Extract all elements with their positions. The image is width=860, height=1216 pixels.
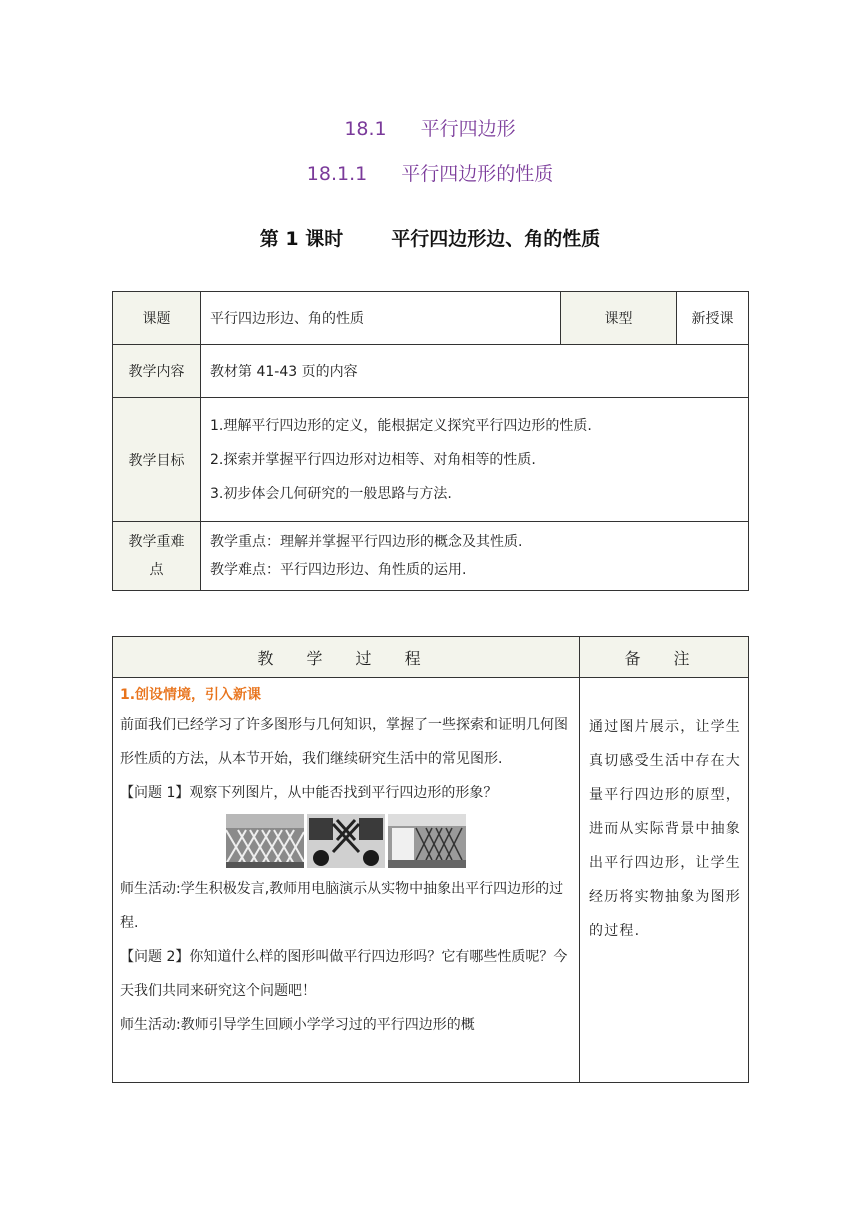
lesson-info-table <box>112 291 749 591</box>
truck-lift-photo <box>307 814 385 868</box>
section-title: 平行四边形 <box>420 118 516 140</box>
goal-item: 2.探索并掌握平行四边形对边相等、对角相等的性质. <box>210 451 536 468</box>
retractable-gate-photo <box>388 814 466 868</box>
process-cell <box>113 678 580 1083</box>
subsection-heading <box>0 159 860 186</box>
keypoints-cell <box>201 522 749 591</box>
lesson-type-label: 课型 <box>561 292 677 345</box>
lesson-heading <box>0 224 860 251</box>
lesson-number: 第 1 课时 <box>259 228 344 250</box>
goals-cell <box>201 398 749 522</box>
photo-strip <box>120 814 572 868</box>
goals-label: 教学目标 <box>113 398 201 522</box>
topic-label: 课题 <box>113 292 201 345</box>
content-label: 教学内容 <box>113 345 201 398</box>
goal-item: 3.初步体会几何研究的一般思路与方法. <box>210 485 452 502</box>
goal-item: 1.理解平行四边形的定义，能根据定义探究平行四边形的性质. <box>210 417 592 434</box>
lesson-type-value: 新授课 <box>677 292 749 345</box>
intro-paragraph: 前面我们已经学习了许多图形与几何知识，掌握了一些探索和证明几何图形性质的方法，从本节开始，我们继续研究生活中的常见图形. <box>120 717 568 767</box>
question-2: 【问题 2】你知道什么样的图形叫做平行四边形吗？它有哪些性质呢？今天我们共同来研究这个问题吧！ <box>120 949 568 999</box>
key-point: 教学重点：理解并掌握平行四边形的概念及其性质. <box>210 534 523 550</box>
folding-gate-photo <box>226 814 304 868</box>
content-value: 教材第 41-43 页的内容 <box>201 345 749 398</box>
section-heading <box>0 114 860 141</box>
activity-1: 师生活动:学生积极发言,教师用电脑演示从实物中抽象出平行四边形的过程. <box>120 881 564 931</box>
question-1: 【问题 1】观察下列图片，从中能否找到平行四边形的形象？ <box>120 785 498 801</box>
keypoints-label: 教学重难 点 <box>113 522 201 591</box>
topic-value: 平行四边形边、角的性质 <box>201 292 561 345</box>
lesson-title: 平行四边形边、角的性质 <box>391 228 601 250</box>
subsection-title: 平行四边形的性质 <box>401 163 554 185</box>
activity-2: 师生活动:教师引导学生回顾小学学习过的平行四边形的概 <box>120 1017 475 1033</box>
notes-cell <box>580 678 749 1083</box>
note-text: 通过图片展示，让学生真切感受生活中存在大量平行四边形的原型，进而从实际背景中抽象出平行四边形，让学生经历将实物抽象为图形的过程. <box>589 719 741 939</box>
notes-column-header: 备 注 <box>580 637 749 678</box>
teaching-process-table <box>112 636 749 1083</box>
process-column-header: 教 学 过 程 <box>113 637 580 678</box>
section-title: 1.创设情境，引入新课 <box>120 687 262 703</box>
section-number: 18.1 <box>344 118 387 140</box>
subsection-number: 18.1.1 <box>306 163 368 185</box>
difficult-point: 教学难点：平行四边形边、角性质的运用. <box>210 562 467 578</box>
